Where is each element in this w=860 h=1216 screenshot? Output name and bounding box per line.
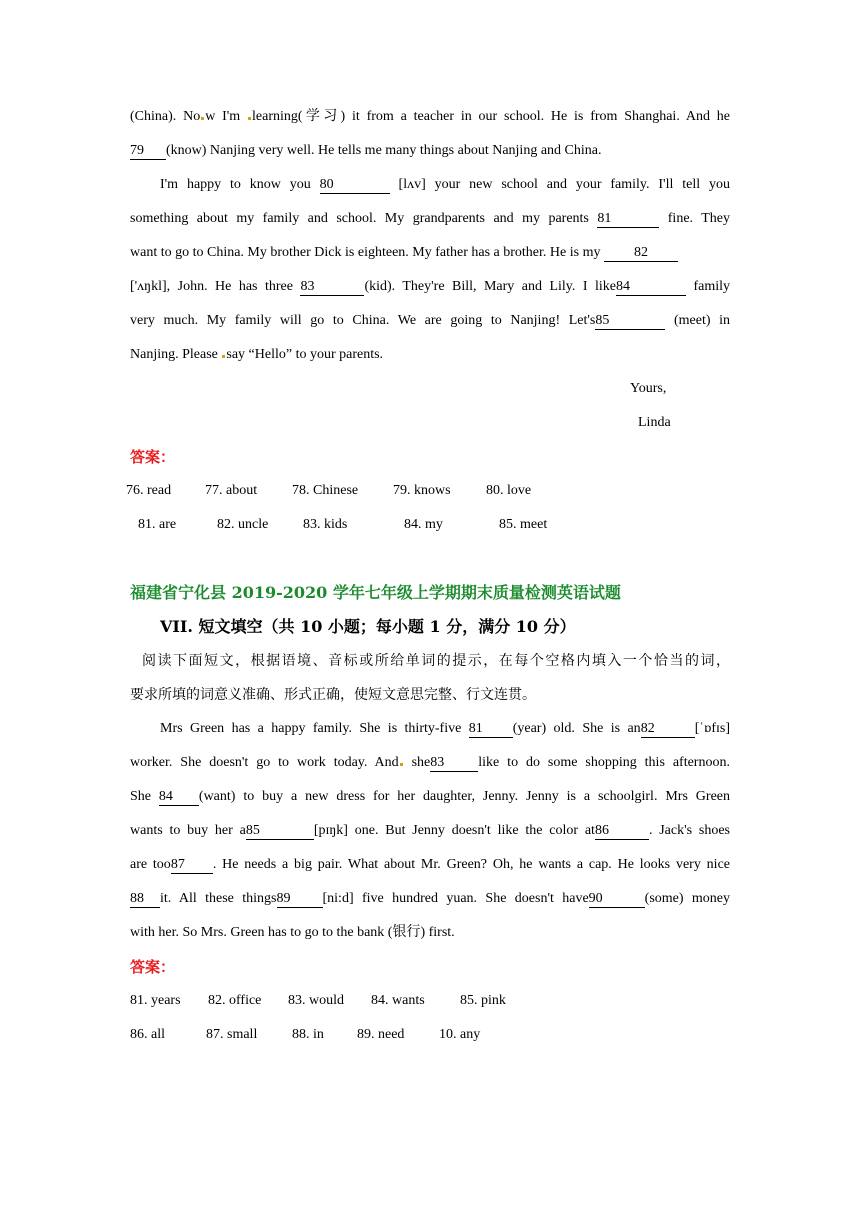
answer-item: 10. any — [439, 1027, 481, 1042]
blank-90: 90 — [589, 891, 645, 908]
passage1-line-2 — [130, 134, 730, 168]
blank-82: 82 — [641, 721, 695, 738]
answer-item: 78. Chinese — [292, 483, 359, 498]
answers1-row-2 — [138, 508, 730, 542]
text: I'm happy to know you — [160, 177, 320, 192]
text: (meet) in — [665, 313, 731, 328]
answer-item: 79. knows — [393, 483, 451, 498]
blank-84: 84 — [159, 789, 199, 806]
text: . He needs a big pair. What about Mr. Green? Oh, he wants a cap. He looks very nice — [212, 857, 730, 872]
text: like to do some shopping this afternoon. — [478, 755, 730, 770]
section-title: VII. 短文填空（共 10 小题；每小题 1 分，满分 10 分） — [160, 617, 576, 636]
passage2-line-3 — [130, 780, 730, 814]
passage2-line-4 — [130, 814, 730, 848]
text: [pɪŋk] one. But Jenny doesn't like the color at — [313, 823, 595, 838]
signature-name: Linda — [638, 415, 671, 430]
text: are too — [130, 857, 171, 872]
text: (China). No — [130, 109, 201, 124]
passage2-line-7 — [130, 916, 730, 950]
instruction-text: 要求所填的词意义准确、形式正确，使短文意思完整、行文连贯。 — [130, 687, 536, 703]
blank-81: 81 — [469, 721, 513, 738]
answer-item: 84. wants — [371, 993, 425, 1008]
answer-item: 81. are — [138, 517, 177, 532]
text: [ˈɒfɪs] — [694, 721, 730, 736]
answer-label: 答案： — [130, 448, 176, 466]
text: [lʌv] your new school and your family. I'll tell you — [389, 177, 730, 192]
text: family — [685, 279, 731, 294]
signature-closing: Yours, — [630, 381, 667, 396]
passage1-line-3 — [130, 168, 730, 202]
answer-item: 82. uncle — [217, 517, 269, 532]
answer-item: 86. all — [130, 1027, 165, 1042]
answer-item: 85. pink — [460, 993, 506, 1008]
passage1-line-1 — [130, 100, 730, 134]
instruction-text: 阅读下面短文，根据语境、音标或所给单词的提示，在每个空格内填入一个恰当的词， — [142, 653, 730, 669]
answer-item: 88. in — [292, 1027, 324, 1042]
section-title-line — [130, 610, 730, 644]
dot-mark — [248, 117, 251, 120]
blank-86: 86 — [595, 823, 649, 840]
passage1-line-6 — [130, 270, 730, 304]
passage2-line-6 — [130, 882, 730, 916]
passage1-line-4 — [130, 202, 730, 236]
instruction-line-1 — [130, 644, 730, 678]
answer-item: 89. need — [357, 1027, 405, 1042]
text: (kid). They're Bill, Mary and Lily. I like — [364, 279, 616, 294]
section-heading-line — [130, 576, 730, 610]
text: (want) to buy a new dress for her daughter, Jenny. Jenny is a schoolgirl. Mrs Green — [198, 789, 731, 804]
answer-item: 82. office — [208, 993, 262, 1008]
answer-item: 84. my — [404, 517, 443, 532]
text: learning(学习) it from a teacher in our school. He is from Shanghai. And he — [252, 109, 730, 124]
text: . Jack's shoes — [648, 823, 730, 838]
text: it. All these things — [160, 891, 277, 906]
instruction-line-2 — [130, 678, 730, 712]
answer-item: 77. about — [205, 483, 258, 498]
answer-item: 81. years — [130, 993, 181, 1008]
text: Mrs Green has a happy family. She is thirty-five — [160, 721, 469, 736]
blank-79: 79 — [130, 143, 166, 160]
document-page — [126, 100, 731, 1052]
text: ['ʌŋkl], John. He has three — [130, 279, 301, 294]
blank-82: 82 — [604, 245, 678, 262]
answer-label: 答案： — [130, 958, 176, 976]
blank-83: 83 — [430, 755, 478, 772]
signature-name-line — [130, 406, 730, 440]
blank-88: 88 — [130, 891, 160, 908]
passage1-line-5 — [130, 236, 730, 270]
text: She — [130, 789, 159, 804]
passage2-line-2 — [130, 746, 730, 780]
text: worker. She doesn't go to work today. And — [130, 755, 399, 770]
blank-87: 87 — [171, 857, 213, 874]
spacer — [130, 542, 730, 576]
blank-85: 85 — [595, 313, 665, 330]
dot-mark — [400, 763, 403, 766]
answers1-row-1 — [126, 474, 730, 508]
signature-yours — [130, 372, 730, 406]
section-heading: 福建省宁化县 2019-2020 学年七年级上学期期末质量检测英语试题 — [130, 583, 621, 602]
passage1-line-8 — [130, 338, 730, 372]
text: fine. They — [659, 211, 730, 226]
text: w I'm — [205, 109, 248, 124]
answer-label-2 — [130, 950, 730, 984]
text: something about my family and school. My grandparents and my parents — [130, 211, 598, 226]
answer-item: 80. love — [486, 483, 532, 498]
answers2-row-2 — [130, 1018, 730, 1052]
text: [ni:d] five hundred yuan. She doesn't have — [322, 891, 589, 906]
blank-83: 83 — [300, 279, 364, 296]
text: want to go to China. My brother Dick is eighteen. My father has a brother. He is my — [130, 245, 604, 260]
text: wants to buy her a — [130, 823, 246, 838]
passage2-line-5 — [130, 848, 730, 882]
text: (know) Nanjing very well. He tells me many things about Nanjing and China. — [166, 143, 602, 158]
answer-item: 83. kids — [303, 517, 348, 532]
answer-item: 85. meet — [499, 517, 548, 532]
passage1-line-7 — [130, 304, 730, 338]
text: Nanjing. Please — [130, 347, 222, 362]
blank-85: 85 — [246, 823, 314, 840]
blank-81: 81 — [597, 211, 659, 228]
text: (year) old. She is an — [512, 721, 641, 736]
blank-89: 89 — [277, 891, 323, 908]
answer-label-1 — [130, 440, 730, 474]
answer-item: 76. read — [126, 483, 172, 498]
text: she — [403, 755, 431, 770]
passage2-line-1 — [130, 712, 730, 746]
dot-mark — [201, 117, 204, 120]
dot-mark — [222, 355, 225, 358]
answer-item: 87. small — [206, 1027, 258, 1042]
text: (some) money — [644, 891, 731, 906]
text: say “Hello” to your parents. — [226, 347, 384, 362]
blank-84: 84 — [616, 279, 686, 296]
answers2-row-1 — [130, 984, 730, 1018]
blank-80: 80 — [320, 177, 390, 194]
text: with her. So Mrs. Green has to go to the bank (银行) first. — [130, 925, 455, 940]
text: very much. My family will go to China. We are going to Nanjing! Let's — [130, 313, 596, 328]
answer-item: 83. would — [288, 993, 344, 1008]
